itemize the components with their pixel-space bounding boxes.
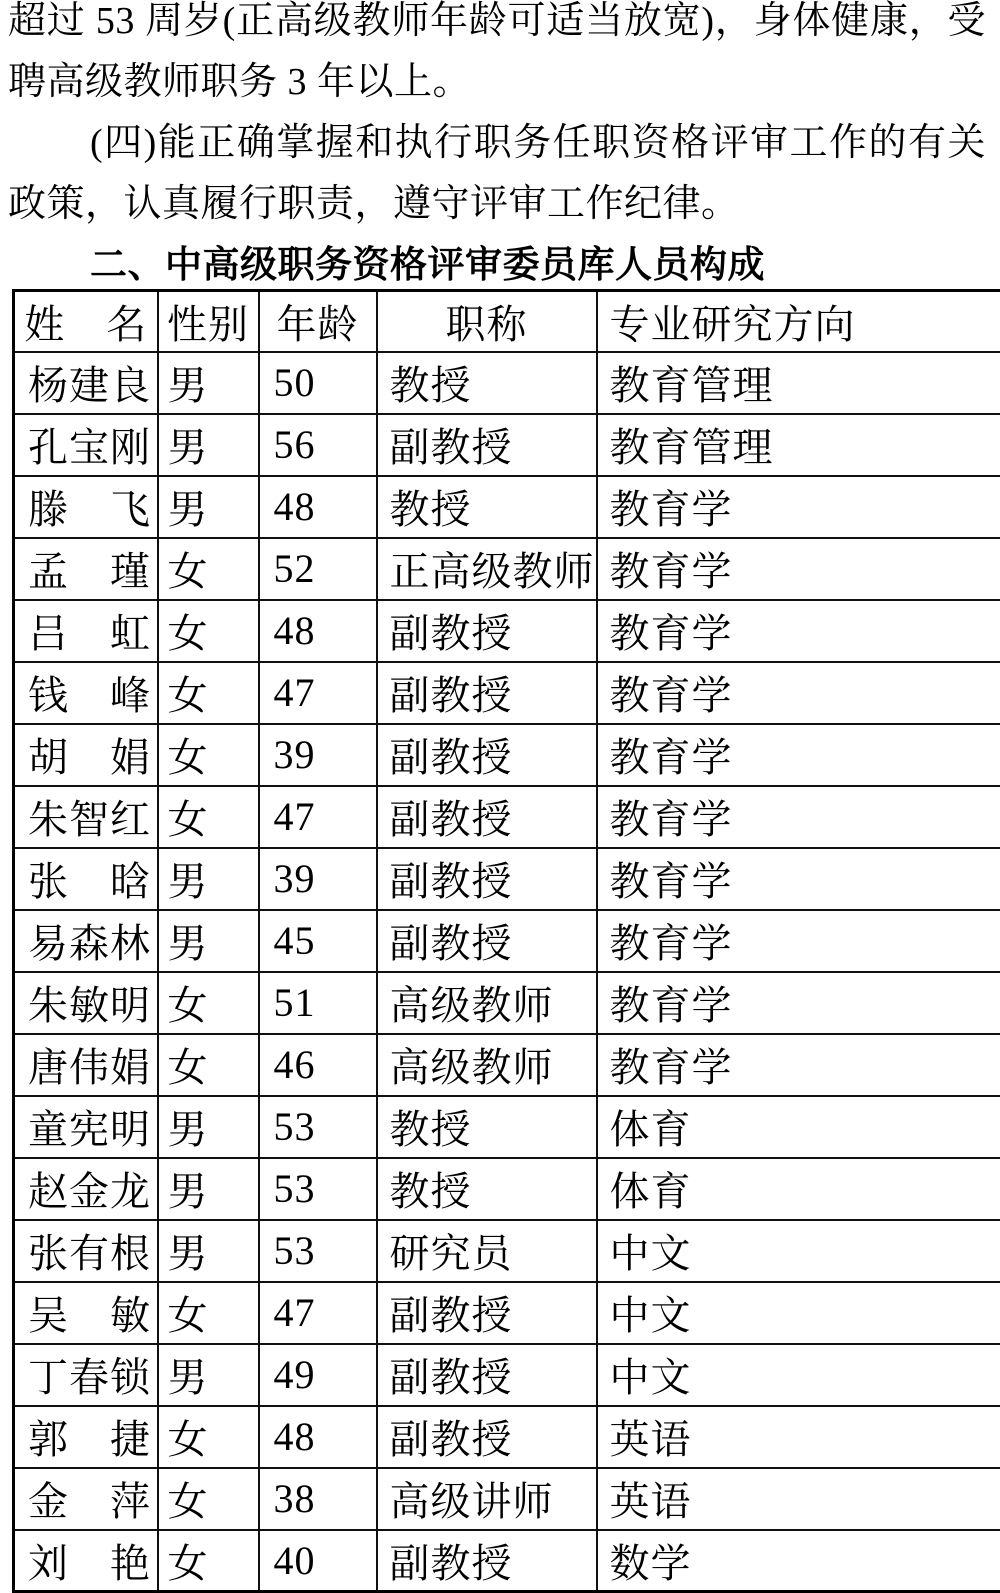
cell-field: 中文 bbox=[597, 1282, 1000, 1344]
cell-age: 40 bbox=[259, 1530, 377, 1592]
cell-gender: 男 bbox=[158, 1096, 259, 1158]
cell-title: 研究员 bbox=[377, 1220, 597, 1282]
table-body bbox=[14, 352, 1000, 1592]
cell-title: 高级教师 bbox=[377, 1034, 597, 1096]
cell-field: 体育 bbox=[597, 1158, 1000, 1220]
table-row bbox=[14, 662, 1000, 724]
body-line-1: 超过 53 周岁(正高级教师年龄可适当放宽)，身体健康，受 bbox=[8, 0, 986, 52]
table-row bbox=[14, 1096, 1000, 1158]
cell-gender: 男 bbox=[158, 414, 259, 476]
cell-title: 副教授 bbox=[377, 910, 597, 972]
cell-field: 中文 bbox=[597, 1344, 1000, 1406]
cell-field: 教育学 bbox=[597, 724, 1000, 786]
cell-field: 英语 bbox=[597, 1406, 1000, 1468]
cell-age: 53 bbox=[259, 1220, 377, 1282]
table-row bbox=[14, 1530, 1000, 1592]
table-row bbox=[14, 476, 1000, 538]
cell-gender: 男 bbox=[158, 1158, 259, 1220]
cell-gender: 女 bbox=[158, 972, 259, 1034]
body-line-2: 聘高级教师职务 3 年以上。 bbox=[8, 52, 986, 113]
cell-field: 体育 bbox=[597, 1096, 1000, 1158]
cell-age: 53 bbox=[259, 1096, 377, 1158]
col-header-age: 年龄 bbox=[259, 291, 377, 352]
cell-title: 副教授 bbox=[377, 848, 597, 910]
cell-gender: 女 bbox=[158, 724, 259, 786]
cell-name: 滕 飞 bbox=[14, 476, 158, 538]
table-row bbox=[14, 910, 1000, 972]
cell-age: 47 bbox=[259, 662, 377, 724]
cell-name: 丁春锁 bbox=[14, 1344, 158, 1406]
cell-field: 教育学 bbox=[597, 662, 1000, 724]
cell-age: 39 bbox=[259, 724, 377, 786]
cell-field: 教育管理 bbox=[597, 414, 1000, 476]
cell-name: 张有根 bbox=[14, 1220, 158, 1282]
cell-gender: 女 bbox=[158, 786, 259, 848]
cell-gender: 女 bbox=[158, 1406, 259, 1468]
cell-name: 吴 敏 bbox=[14, 1282, 158, 1344]
cell-title: 副教授 bbox=[377, 724, 597, 786]
cell-gender: 女 bbox=[158, 1034, 259, 1096]
col-header-gender: 性别 bbox=[158, 291, 259, 352]
table-row bbox=[14, 724, 1000, 786]
cell-title: 副教授 bbox=[377, 414, 597, 476]
cell-age: 50 bbox=[259, 352, 377, 414]
cell-field: 教育学 bbox=[597, 848, 1000, 910]
col-header-name: 姓 名 bbox=[14, 291, 158, 352]
table-row bbox=[14, 972, 1000, 1034]
cell-field: 教育学 bbox=[597, 1034, 1000, 1096]
table-row bbox=[14, 352, 1000, 414]
cell-gender: 女 bbox=[158, 538, 259, 600]
cell-field: 数学 bbox=[597, 1530, 1000, 1592]
cell-name: 赵金龙 bbox=[14, 1158, 158, 1220]
body-text bbox=[8, 0, 986, 235]
table-row bbox=[14, 600, 1000, 662]
cell-title: 教授 bbox=[377, 476, 597, 538]
cell-name: 唐伟娟 bbox=[14, 1034, 158, 1096]
cell-field: 中文 bbox=[597, 1220, 1000, 1282]
cell-gender: 女 bbox=[158, 1282, 259, 1344]
table-row bbox=[14, 538, 1000, 600]
cell-age: 51 bbox=[259, 972, 377, 1034]
cell-name: 童宪明 bbox=[14, 1096, 158, 1158]
cell-name: 金 萍 bbox=[14, 1468, 158, 1530]
cell-title: 教授 bbox=[377, 352, 597, 414]
cell-name: 杨建良 bbox=[14, 352, 158, 414]
cell-gender: 女 bbox=[158, 600, 259, 662]
cell-name: 胡 娟 bbox=[14, 724, 158, 786]
cell-age: 45 bbox=[259, 910, 377, 972]
cell-title: 高级教师 bbox=[377, 972, 597, 1034]
cell-title: 副教授 bbox=[377, 786, 597, 848]
cell-age: 39 bbox=[259, 848, 377, 910]
cell-title: 副教授 bbox=[377, 600, 597, 662]
body-line-3: (四)能正确掌握和执行职务任职资格评审工作的有关 bbox=[8, 113, 986, 174]
cell-gender: 男 bbox=[158, 910, 259, 972]
cell-age: 53 bbox=[259, 1158, 377, 1220]
cell-name: 郭 捷 bbox=[14, 1406, 158, 1468]
cell-title: 副教授 bbox=[377, 662, 597, 724]
committee-roster-table bbox=[12, 289, 1000, 1593]
cell-name: 吕 虹 bbox=[14, 600, 158, 662]
cell-title: 副教授 bbox=[377, 1344, 597, 1406]
cell-name: 朱敏明 bbox=[14, 972, 158, 1034]
table-row bbox=[14, 1282, 1000, 1344]
table-row bbox=[14, 848, 1000, 910]
cell-age: 48 bbox=[259, 600, 377, 662]
cell-age: 56 bbox=[259, 414, 377, 476]
table-row bbox=[14, 1344, 1000, 1406]
section-heading: 二、中高级职务资格评审委员库人员构成 bbox=[8, 235, 986, 296]
cell-age: 48 bbox=[259, 476, 377, 538]
table-row bbox=[14, 1468, 1000, 1530]
cell-gender: 女 bbox=[158, 1468, 259, 1530]
cell-gender: 男 bbox=[158, 476, 259, 538]
cell-field: 教育学 bbox=[597, 476, 1000, 538]
cell-age: 47 bbox=[259, 786, 377, 848]
cell-field: 英语 bbox=[597, 1468, 1000, 1530]
cell-field: 教育学 bbox=[597, 910, 1000, 972]
cell-gender: 男 bbox=[158, 1220, 259, 1282]
cell-gender: 男 bbox=[158, 848, 259, 910]
cell-title: 正高级教师 bbox=[377, 538, 597, 600]
cell-title: 副教授 bbox=[377, 1406, 597, 1468]
cell-field: 教育学 bbox=[597, 538, 1000, 600]
cell-field: 教育学 bbox=[597, 786, 1000, 848]
cell-title: 高级讲师 bbox=[377, 1468, 597, 1530]
cell-field: 教育学 bbox=[597, 972, 1000, 1034]
cell-age: 47 bbox=[259, 1282, 377, 1344]
table-row bbox=[14, 1220, 1000, 1282]
body-line-4: 政策，认真履行职责，遵守评审工作纪律。 bbox=[8, 174, 986, 235]
table-row bbox=[14, 1158, 1000, 1220]
cell-title: 副教授 bbox=[377, 1530, 597, 1592]
table-row bbox=[14, 786, 1000, 848]
cell-name: 刘 艳 bbox=[14, 1530, 158, 1592]
col-header-title: 职称 bbox=[377, 291, 597, 352]
table-row bbox=[14, 414, 1000, 476]
cell-name: 孟 瑾 bbox=[14, 538, 158, 600]
cell-age: 52 bbox=[259, 538, 377, 600]
cell-field: 教育学 bbox=[597, 600, 1000, 662]
cell-age: 38 bbox=[259, 1468, 377, 1530]
cell-age: 49 bbox=[259, 1344, 377, 1406]
cell-title: 教授 bbox=[377, 1096, 597, 1158]
cell-name: 张 晗 bbox=[14, 848, 158, 910]
cell-name: 易森林 bbox=[14, 910, 158, 972]
cell-title: 副教授 bbox=[377, 1282, 597, 1344]
cell-gender: 女 bbox=[158, 1530, 259, 1592]
cell-title: 教授 bbox=[377, 1158, 597, 1220]
cell-name: 钱 峰 bbox=[14, 662, 158, 724]
cell-field: 教育管理 bbox=[597, 352, 1000, 414]
cell-age: 48 bbox=[259, 1406, 377, 1468]
cell-name: 朱智红 bbox=[14, 786, 158, 848]
table-row bbox=[14, 1406, 1000, 1468]
cell-gender: 男 bbox=[158, 1344, 259, 1406]
cell-age: 46 bbox=[259, 1034, 377, 1096]
col-header-field: 专业研究方向 bbox=[597, 291, 1000, 352]
cell-gender: 女 bbox=[158, 662, 259, 724]
cell-gender: 男 bbox=[158, 352, 259, 414]
cell-name: 孔宝刚 bbox=[14, 414, 158, 476]
table-row bbox=[14, 1034, 1000, 1096]
table-header-row bbox=[14, 291, 1000, 352]
